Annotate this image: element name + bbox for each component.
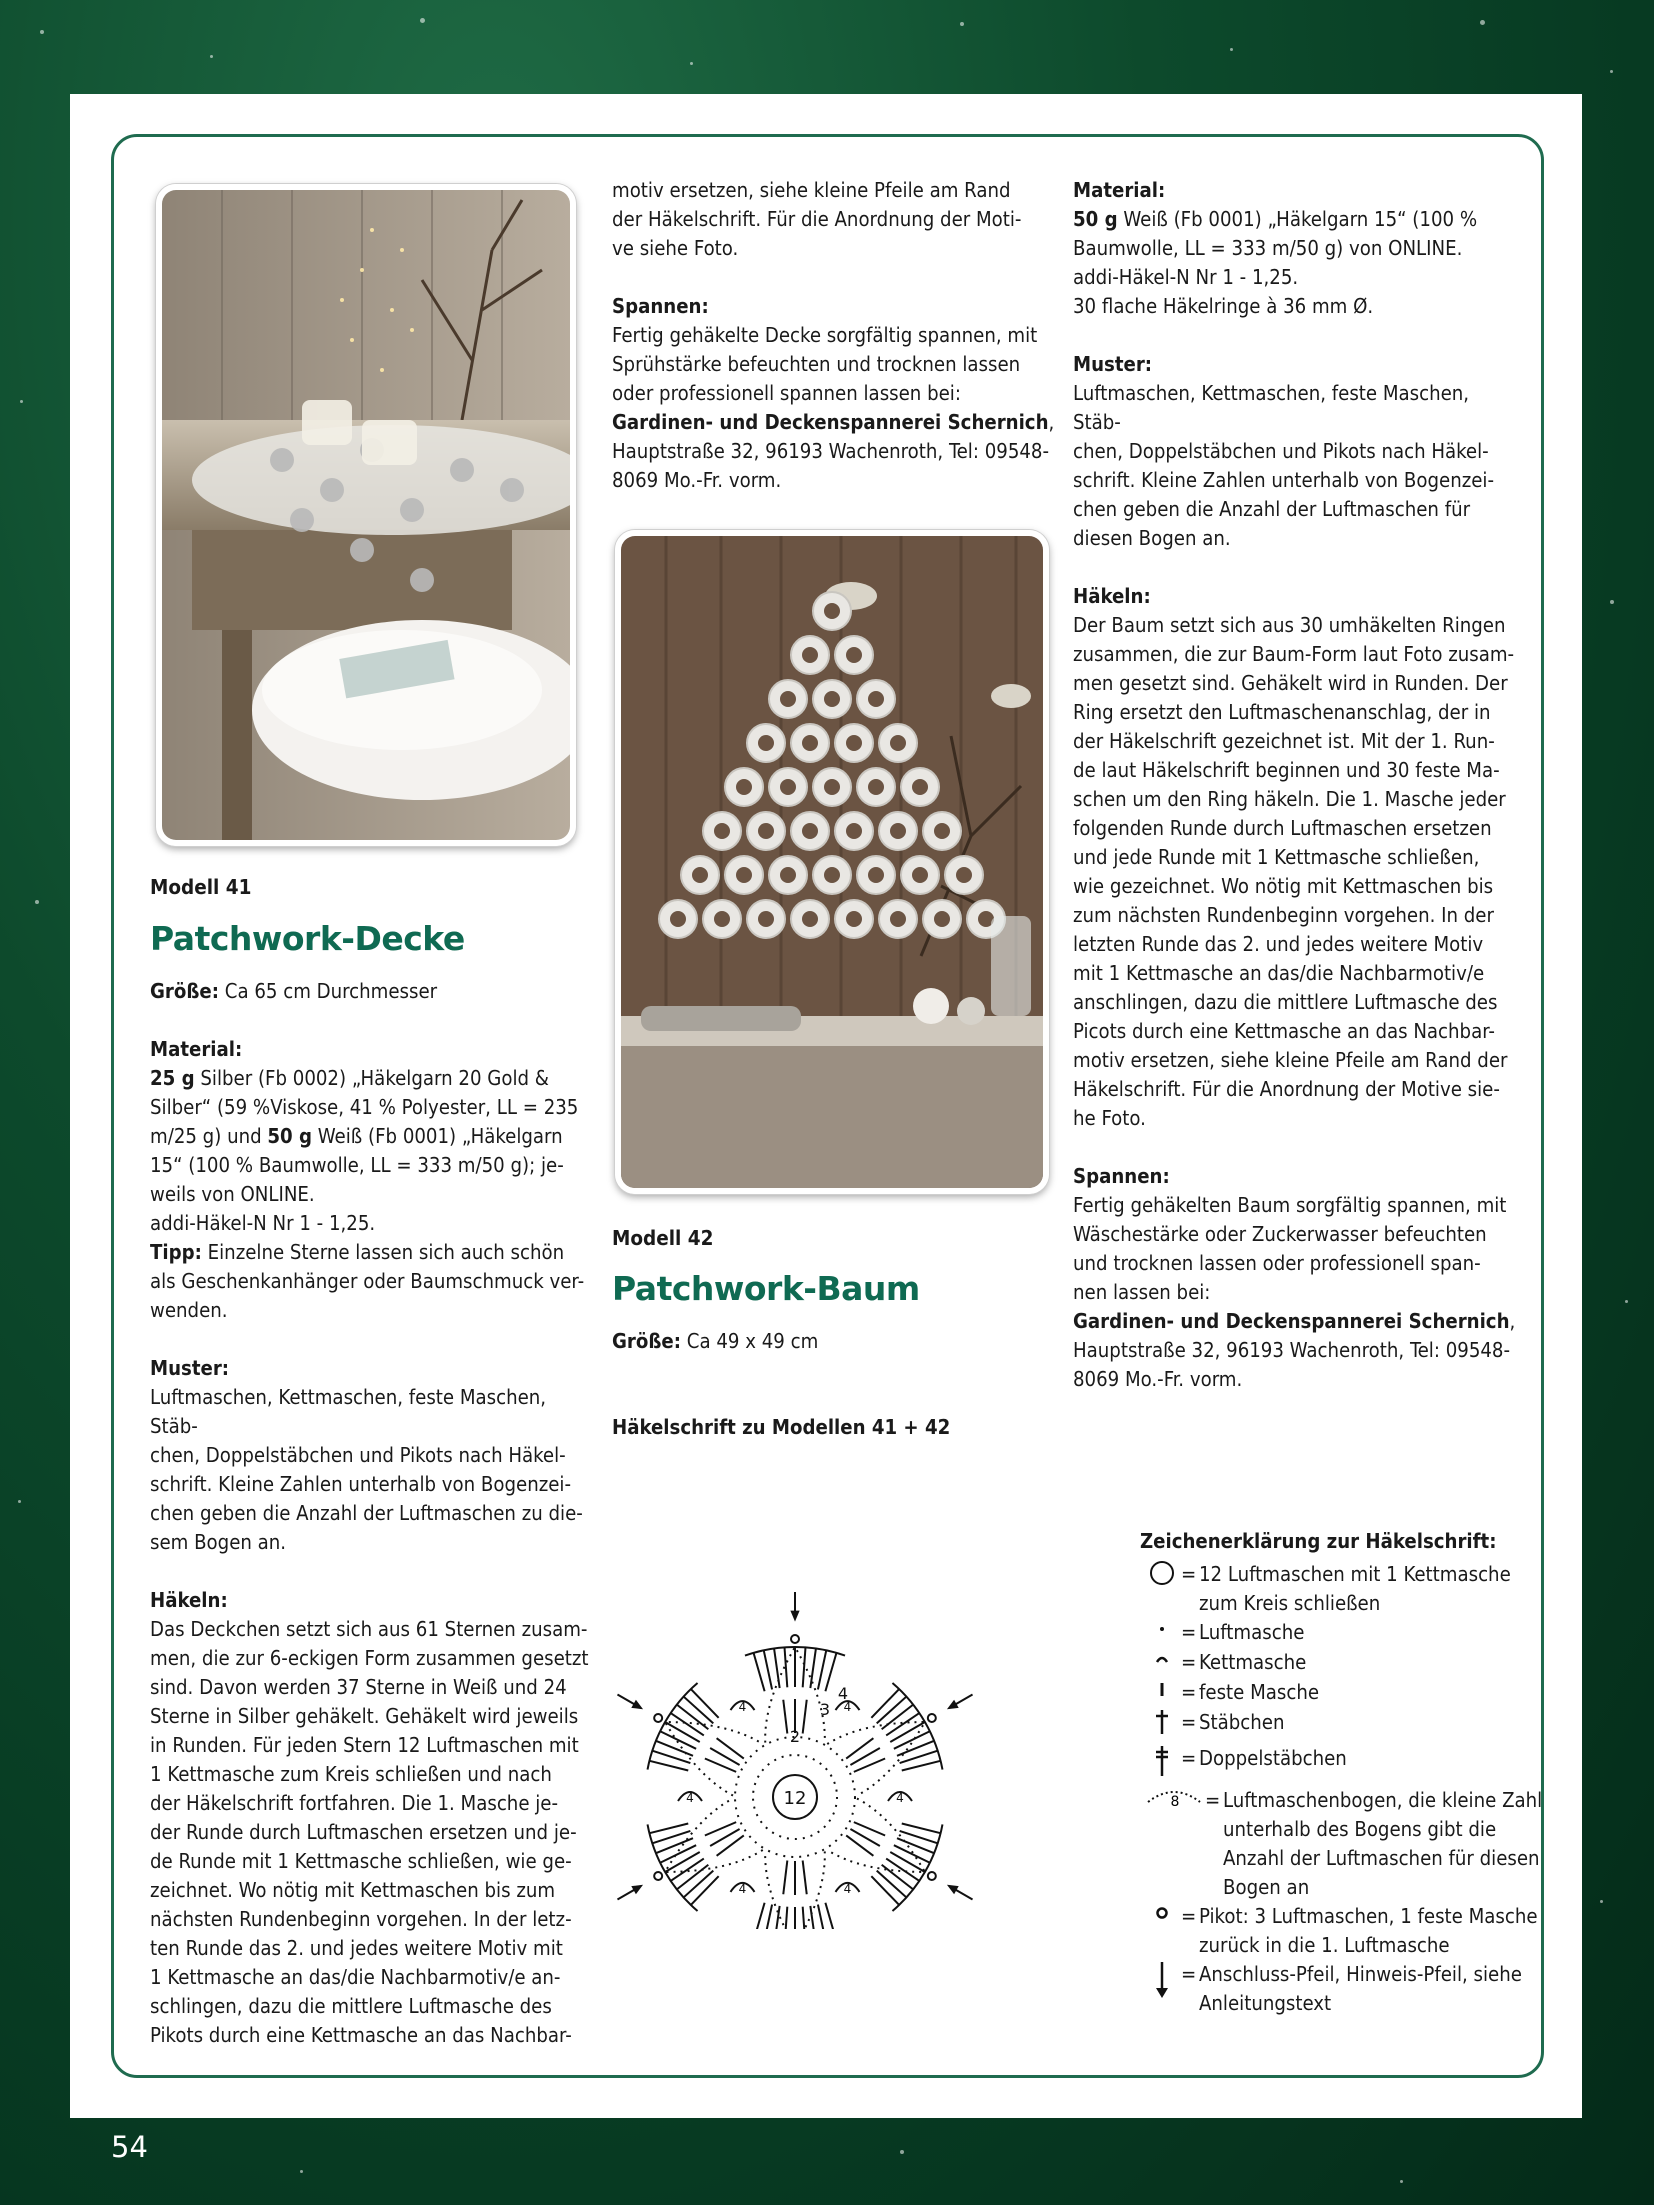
stitch-mark [890, 1852, 925, 1872]
text-line: letzten Runde das 2. und jedes weitere Motiv [1073, 932, 1484, 956]
stitch-mark [774, 1906, 780, 1929]
text-line: und jede Runde mit 1 Kettmasche schließen, [1073, 845, 1480, 869]
patchwork-decke-title: Patchwork-Decke [150, 919, 465, 958]
text-line: ten Runde das 2. und jedes weitere Motiv mit [150, 1936, 563, 1960]
legend-row [1143, 1744, 1583, 1786]
spannen-text-3 [1073, 1191, 1518, 1394]
diagram-number: 4 [843, 1700, 852, 1715]
model-41-label: Modell 41 [150, 875, 252, 899]
stitch-mark [717, 1835, 744, 1855]
stitch-mark [882, 1865, 914, 1890]
stitch-mark [882, 1705, 914, 1730]
stitch-mark [894, 1845, 930, 1863]
muster-text-3 [1073, 379, 1518, 553]
stitch-mark [649, 1824, 688, 1834]
column-2-top [612, 176, 1057, 495]
text-line: chen, Doppelstäbchen und Pikots nach Häkel- [1073, 439, 1489, 463]
stitch-mark [764, 1905, 772, 1929]
text-line: 1 Kettmasche zum Kreis schließen und nach [150, 1762, 552, 1786]
diagram-number: 4 [686, 1791, 694, 1805]
text-line: Luftmaschen, Kettmaschen, feste Maschen, Stäb- [1073, 381, 1470, 434]
legend-text [1199, 1648, 1583, 1678]
text-line: schen um den Ring häkeln. Die 1. Masche jeder [1073, 787, 1506, 811]
tree-ring-hole [912, 867, 928, 883]
tree-ring-hole [868, 691, 884, 707]
legend-row [1143, 1902, 1583, 1960]
stitch-mark [660, 1731, 696, 1749]
tree-ring-hole [824, 603, 840, 619]
text-line: 30 flache Häkelringe à 36 mm Ø. [1073, 294, 1374, 318]
text-line: men gesetzt sind. Gehäkelt wird in Runden. Der [1073, 671, 1508, 695]
arrow-head [949, 1702, 957, 1708]
equals-sign: = [1205, 1788, 1221, 1812]
legend-row [1143, 1708, 1583, 1744]
stitch-mark [810, 1906, 816, 1929]
text-line: Silber“ (59 %Viskose, 41 % Polyester, LL = 235 [150, 1095, 579, 1119]
text-line: Ring ersetzt den Luftmaschenanschlag, der in [1073, 700, 1491, 724]
text-line: der Häkelschrift gezeichnet ist. Mit der 1. Run- [1073, 729, 1495, 753]
material-text-3 [1073, 205, 1518, 321]
equals-sign: = [1181, 1746, 1197, 1770]
crochet-diagram [610, 1469, 980, 1929]
slip-stitch-arc-icon [1143, 1648, 1181, 1678]
equals-sign: = [1181, 1904, 1197, 1928]
stitch-mark [684, 1697, 714, 1724]
legend-text-line: feste Masche [1199, 1680, 1320, 1704]
tree-ring-hole [934, 823, 950, 839]
spannen-heading: Spannen: [612, 294, 709, 318]
text-line: Gardinen- und Deckenspannerei Schernich, [612, 410, 1055, 434]
tree-ring-hole [780, 779, 796, 795]
photo-patchwork-decke [156, 184, 576, 846]
text-line: 8069 Mo.-Fr. vorm. [612, 468, 782, 492]
muster-heading: Muster: [150, 1356, 230, 1380]
text-line: 8069 Mo.-Fr. vorm. [1073, 1367, 1243, 1391]
text-line: Picots durch eine Kettmasche an das Nachbar- [1073, 1019, 1495, 1043]
text-line: 15“ (100 % Baumwolle, LL = 333 m/50 g); je- [150, 1153, 564, 1177]
text-line: nen lassen bei: [1073, 1280, 1211, 1304]
text-line: chen geben die Anzahl der Luftmaschen für [1073, 497, 1471, 521]
legend-text [1223, 1786, 1583, 1902]
equals-sign: = [1181, 1962, 1197, 1986]
tree-ring-hole [846, 735, 862, 751]
text-line: Fertig gehäkelten Baum sorgfältig spannen, mit [1073, 1193, 1507, 1217]
stitch-mark [785, 1907, 788, 1929]
stitch-mark [774, 1648, 780, 1688]
diagram-number: 4 [843, 1881, 852, 1896]
treble-crochet-cross-icon [1143, 1744, 1181, 1786]
legend [1140, 1527, 1583, 2018]
text-line: Pikots durch eine Kettmasche an das Nachbar- [150, 2023, 572, 2047]
groesse-baum: Größe: Ca 49 x 49 cm [612, 1329, 819, 1353]
text-line: der Häkelschrift. Für die Anordnung der Moti- [612, 207, 1022, 231]
stitch-mark [783, 1700, 787, 1734]
tree-ring-hole [846, 911, 862, 927]
chain-stitch-dot-icon [1143, 1618, 1181, 1648]
legend-text-line: zurück in die 1. Luftmasche [1199, 1933, 1450, 1957]
tree-ring-hole [890, 735, 906, 751]
text-line: der Häkelschrift fortfahren. Die 1. Masche je- [150, 1791, 559, 1815]
tree-ring-hole [824, 691, 840, 707]
photo-patchwork-baum [615, 530, 1049, 1194]
legend-row [1143, 1786, 1583, 1902]
haekeln-text-3 [1073, 611, 1518, 1133]
tree-ring-hole [890, 823, 906, 839]
legend-text-line: Anleitungstext [1199, 1991, 1332, 2015]
text-line: he Foto. [1073, 1106, 1146, 1130]
tree-ring-hole [780, 867, 796, 883]
tree-ring-hole [912, 779, 928, 795]
text-line: Sprühstärke befeuchten und trocknen lassen [612, 352, 1021, 376]
text-line: Luftmaschen, Kettmaschen, feste Maschen, Stäb- [150, 1385, 547, 1438]
tree-ring-hole [758, 735, 774, 751]
tree-ring-hole [758, 823, 774, 839]
stitch-mark [818, 1650, 826, 1689]
tree-ring-hole [802, 647, 818, 663]
stitch-mark [660, 1845, 696, 1863]
stitch-mark [825, 1903, 836, 1929]
text-line: der Runde durch Luftmaschen ersetzen und je- [150, 1820, 577, 1844]
stitch-mark [846, 1738, 873, 1758]
tree-ring-hole [802, 823, 818, 839]
tree-ring-hole [714, 911, 730, 927]
legend-text-line: Anzahl der Luftmaschen für diesen [1223, 1846, 1540, 1870]
bogen-number: 8 [1170, 1794, 1180, 1808]
equals-sign: = [1181, 1620, 1197, 1644]
tree-ring-hole [802, 911, 818, 927]
text-line: Hauptstraße 32, 96193 Wachenroth, Tel: 09548- [612, 439, 1050, 463]
text-line: in Runden. Für jeden Stern 12 Luftmaschen mit [150, 1733, 579, 1757]
stitch-mark [764, 1650, 772, 1689]
text-line: sind. Davon werden 37 Sterne in Weiß und 24 [150, 1675, 567, 1699]
tree-ring-hole [934, 911, 950, 927]
stitch-mark [803, 1647, 806, 1687]
legend-text-line: Bogen an [1223, 1875, 1310, 1899]
text-line: als Geschenkanhänger oder Baumschmuck ver- [150, 1269, 585, 1293]
tree-ring-hole [736, 867, 752, 883]
equals-sign: = [1181, 1710, 1197, 1734]
material-text [150, 1064, 595, 1325]
text-line: zum nächsten Rundenbeginn vorgehen. In der [1073, 903, 1494, 927]
arrow-head [633, 1702, 641, 1708]
stitch-mark [665, 1722, 700, 1742]
text-line: Häkelschrift. Für die Anordnung der Motive sie- [1073, 1077, 1500, 1101]
stitch-mark [691, 1689, 719, 1718]
text-line: sem Bogen an. [150, 1530, 287, 1554]
join-arrow-icon [1143, 1960, 1181, 2018]
text-line: Der Baum setzt sich aus 30 umhäkelten Ringen [1073, 613, 1506, 637]
page-number: 54 [111, 2130, 148, 2164]
text-line: mit 1 Kettmasche an das/die Nachbarmotiv/e [1073, 961, 1485, 985]
tree-ring-hole [758, 911, 774, 927]
tree-ring-hole [868, 867, 884, 883]
legend-heading: Zeichenerklärung zur Häkelschrift: [1140, 1529, 1497, 1553]
column-3 [1073, 176, 1518, 1394]
tree-ring-hole [890, 911, 906, 927]
text-line: de Runde mit 1 Kettmasche schließen, wie ge- [150, 1849, 572, 1873]
stitch-mark [871, 1876, 899, 1905]
legend-items [1143, 1560, 1583, 2018]
text-line: oder professionell spannen lassen bei: [612, 381, 961, 405]
legend-text-line: Stäbchen [1199, 1710, 1285, 1734]
text-line: schrift. Kleine Zahlen unterhalb von Bogenzei- [1073, 468, 1495, 492]
stitch-mark [677, 1705, 709, 1730]
text-line: schrift. Kleine Zahlen unterhalb von Bogenzei- [150, 1472, 572, 1496]
tree-ring-hole [670, 911, 686, 927]
stitch-mark [671, 1713, 704, 1735]
text-line: Baumwolle, LL = 333 m/50 g) von ONLINE. [1073, 236, 1463, 260]
tree-ring-hole [736, 779, 752, 795]
picot-mark [654, 1714, 662, 1722]
text-line: m/25 g) und 50 g Weiß (Fb 0001) „Häkelgarn [150, 1124, 563, 1148]
spannen-heading-3: Spannen: [1073, 1164, 1170, 1188]
picot-icon [1143, 1902, 1181, 1960]
stitch-mark [754, 1903, 765, 1929]
stitch-mark [649, 1761, 688, 1771]
text-line: anschlingen, dazu die mittlere Luftmasche des [1073, 990, 1498, 1014]
legend-text [1199, 1960, 1583, 2018]
stitch-mark [818, 1905, 826, 1929]
picot-mark [928, 1872, 936, 1880]
stitch-mark [902, 1761, 941, 1771]
diagram-number: 3 [819, 1700, 831, 1719]
text-line: schlingen, dazu die mittlere Luftmasche des [150, 1994, 552, 2018]
text-line: motiv ersetzen, siehe kleine Pfeile am Rand der [1073, 1048, 1508, 1072]
stitch-mark [691, 1876, 719, 1905]
text-line: 25 g Silber (Fb 0002) „Häkelgarn 20 Gold & [150, 1066, 549, 1090]
legend-text [1199, 1618, 1583, 1648]
text-line: de laut Häkelschrift beginnen und 30 feste Ma- [1073, 758, 1500, 782]
stitch-mark [677, 1865, 709, 1890]
tree-ring-hole [824, 779, 840, 795]
column-2-bottom [612, 1224, 1057, 1442]
stitch-mark [825, 1653, 836, 1691]
material-heading: Material: [150, 1037, 243, 1061]
stitch-mark [877, 1697, 907, 1724]
arrow-head [792, 1612, 798, 1619]
text-line: nächsten Rundenbeginn vorgehen. In der letz- [150, 1907, 572, 1931]
text-line: Gardinen- und Deckenspannerei Schernich, [1073, 1309, 1516, 1333]
stitch-mark [894, 1731, 930, 1749]
ring-symbol-icon [1143, 1560, 1181, 1618]
stitch-mark [671, 1859, 704, 1881]
text-line: 50 g Weiß (Fb 0001) „Häkelgarn 15“ (100 % [1073, 207, 1478, 231]
tree-ring-hole [692, 867, 708, 883]
groesse-decke: Größe: Ca 65 cm Durchmesser [150, 979, 438, 1003]
legend-text-line: Luftmasche [1199, 1620, 1305, 1644]
stitch-mark [803, 1700, 807, 1734]
text-line: weils von ONLINE. [150, 1182, 315, 1206]
chain-arc-icon [1143, 1786, 1205, 1902]
text-line: diesen Bogen an. [1073, 526, 1231, 550]
material-heading-3: Material: [1073, 178, 1166, 202]
spannen-text [612, 321, 1057, 495]
legend-row [1143, 1648, 1583, 1678]
arrow-head [633, 1886, 641, 1892]
legend-text [1199, 1902, 1583, 1960]
tree-ring-hole [846, 823, 862, 839]
diagram-number: 12 [783, 1788, 807, 1809]
diagram-number: 2 [789, 1727, 801, 1746]
haekeln-heading: Häkeln: [150, 1588, 228, 1612]
legend-text-line: 12 Luftmaschen mit 1 Kettmasche [1199, 1562, 1511, 1586]
text-line: Fertig gehäkelte Decke sorgfältig spannen, mit [612, 323, 1038, 347]
stitch-mark [846, 1835, 873, 1855]
stitch-mark [803, 1861, 807, 1895]
legend-text-line: Pikot: 3 Luftmaschen, 1 feste Masche [1199, 1904, 1538, 1928]
legend-text [1199, 1560, 1583, 1618]
text-line: zeichnet. Wo nötig mit Kettmaschen bis zum [150, 1878, 556, 1902]
text-line: chen geben die Anzahl der Luftmaschen zu die- [150, 1501, 583, 1525]
text-line: Wäschestärke oder Zuckerwasser befeuchten [1073, 1222, 1487, 1246]
stitch-mark [886, 1859, 919, 1881]
stitch-mark [803, 1907, 806, 1929]
text-line: wie gezeichnet. Wo nötig mit Kettmaschen bis [1073, 874, 1494, 898]
tree-ring-hole [846, 647, 862, 663]
stitch-mark [783, 1861, 787, 1895]
stitch-mark [684, 1871, 714, 1898]
text-line: addi-Häkel-N Nr 1 - 1,25. [1073, 265, 1299, 289]
model-42-label: Modell 42 [612, 1226, 714, 1250]
stitch-mark [785, 1647, 788, 1687]
diagram-number: 4 [738, 1700, 747, 1715]
legend-text [1199, 1678, 1583, 1708]
tree-ring-hole [714, 823, 730, 839]
equals-sign: = [1181, 1680, 1197, 1704]
column-1 [150, 873, 595, 2050]
haekeln-text [150, 1615, 595, 2050]
muster-text [150, 1383, 595, 1557]
text-line: men, die zur 6-eckigen Form zusammen gesetzt [150, 1646, 589, 1670]
stitch-mark [754, 1653, 765, 1691]
text-line: zusammen, die zur Baum-Form laut Foto zusam- [1073, 642, 1515, 666]
picot-mark [654, 1872, 662, 1880]
legend-text-line: Anschluss-Pfeil, Hinweis-Pfeil, siehe [1199, 1962, 1522, 1986]
legend-row [1143, 1960, 1583, 2018]
diagram-number: 4 [896, 1791, 904, 1805]
equals-sign: = [1181, 1650, 1197, 1674]
double-crochet-cross-icon [1143, 1708, 1181, 1744]
stitch-mark [871, 1689, 899, 1718]
page-sheet [70, 94, 1582, 2118]
text-line: folgenden Runde durch Luftmaschen ersetzen [1073, 816, 1492, 840]
text-line: wenden. [150, 1298, 228, 1322]
equals-sign: = [1181, 1562, 1197, 1586]
legend-text [1199, 1744, 1583, 1786]
legend-text-line: Luftmaschenbogen, die kleine Zahl [1223, 1788, 1543, 1812]
tree-ring-hole [956, 867, 972, 883]
picot-mark [791, 1635, 799, 1643]
legend-row [1143, 1678, 1583, 1708]
legend-text-line: Doppelstäbchen [1199, 1746, 1347, 1770]
muster-heading-3: Muster: [1073, 352, 1153, 376]
text-line: addi-Häkel-N Nr 1 - 1,25. [150, 1211, 376, 1235]
text-line: 1 Kettmasche an das/die Nachbarmotiv/e an- [150, 1965, 561, 1989]
stitch-mark [877, 1871, 907, 1898]
stitch-mark [902, 1824, 941, 1834]
diagram-number: 4 [738, 1881, 747, 1896]
haekeln-heading-3: Häkeln: [1073, 584, 1151, 608]
text-line: ve siehe Foto. [612, 236, 739, 260]
picot-mark [928, 1714, 936, 1722]
tree-ring-hole [780, 691, 796, 707]
legend-text-line: Kettmasche [1199, 1650, 1307, 1674]
legend-text-line: unterhalb des Bogens gibt die [1223, 1817, 1497, 1841]
tree-ring-hole [868, 779, 884, 795]
legend-row [1143, 1618, 1583, 1648]
text-line: Das Deckchen setzt sich aus 61 Sternen zusam- [150, 1617, 588, 1641]
text-line: Tipp: Einzelne Sterne lassen sich auch schön [150, 1240, 565, 1264]
legend-text-line: zum Kreis schließen [1199, 1591, 1381, 1615]
text-line: motiv ersetzen, siehe kleine Pfeile am Rand [612, 178, 1011, 202]
patchwork-baum-title: Patchwork-Baum [612, 1269, 920, 1308]
tree-ring-hole [802, 735, 818, 751]
diagram-number: 4 [837, 1684, 849, 1703]
arrow-head [949, 1886, 957, 1892]
text-line: und trocknen lassen oder professionell span- [1073, 1251, 1481, 1275]
stitch-mark [717, 1738, 744, 1758]
legend-row [1143, 1560, 1583, 1618]
legend-text [1199, 1708, 1583, 1744]
single-crochet-bar-icon [1143, 1678, 1181, 1708]
text-line: chen, Doppelstäbchen und Pikots nach Häkel- [150, 1443, 566, 1467]
tree-ring-hole [824, 867, 840, 883]
text-line: Sterne in Silber gehäkelt. Gehäkelt wird jeweils [150, 1704, 579, 1728]
diagram-heading: Häkelschrift zu Modellen 41 + 42 [612, 1415, 951, 1439]
text-line: Hauptstraße 32, 96193 Wachenroth, Tel: 09548- [1073, 1338, 1511, 1362]
haekeln-continuation [612, 176, 1057, 263]
stitch-mark [886, 1713, 919, 1735]
